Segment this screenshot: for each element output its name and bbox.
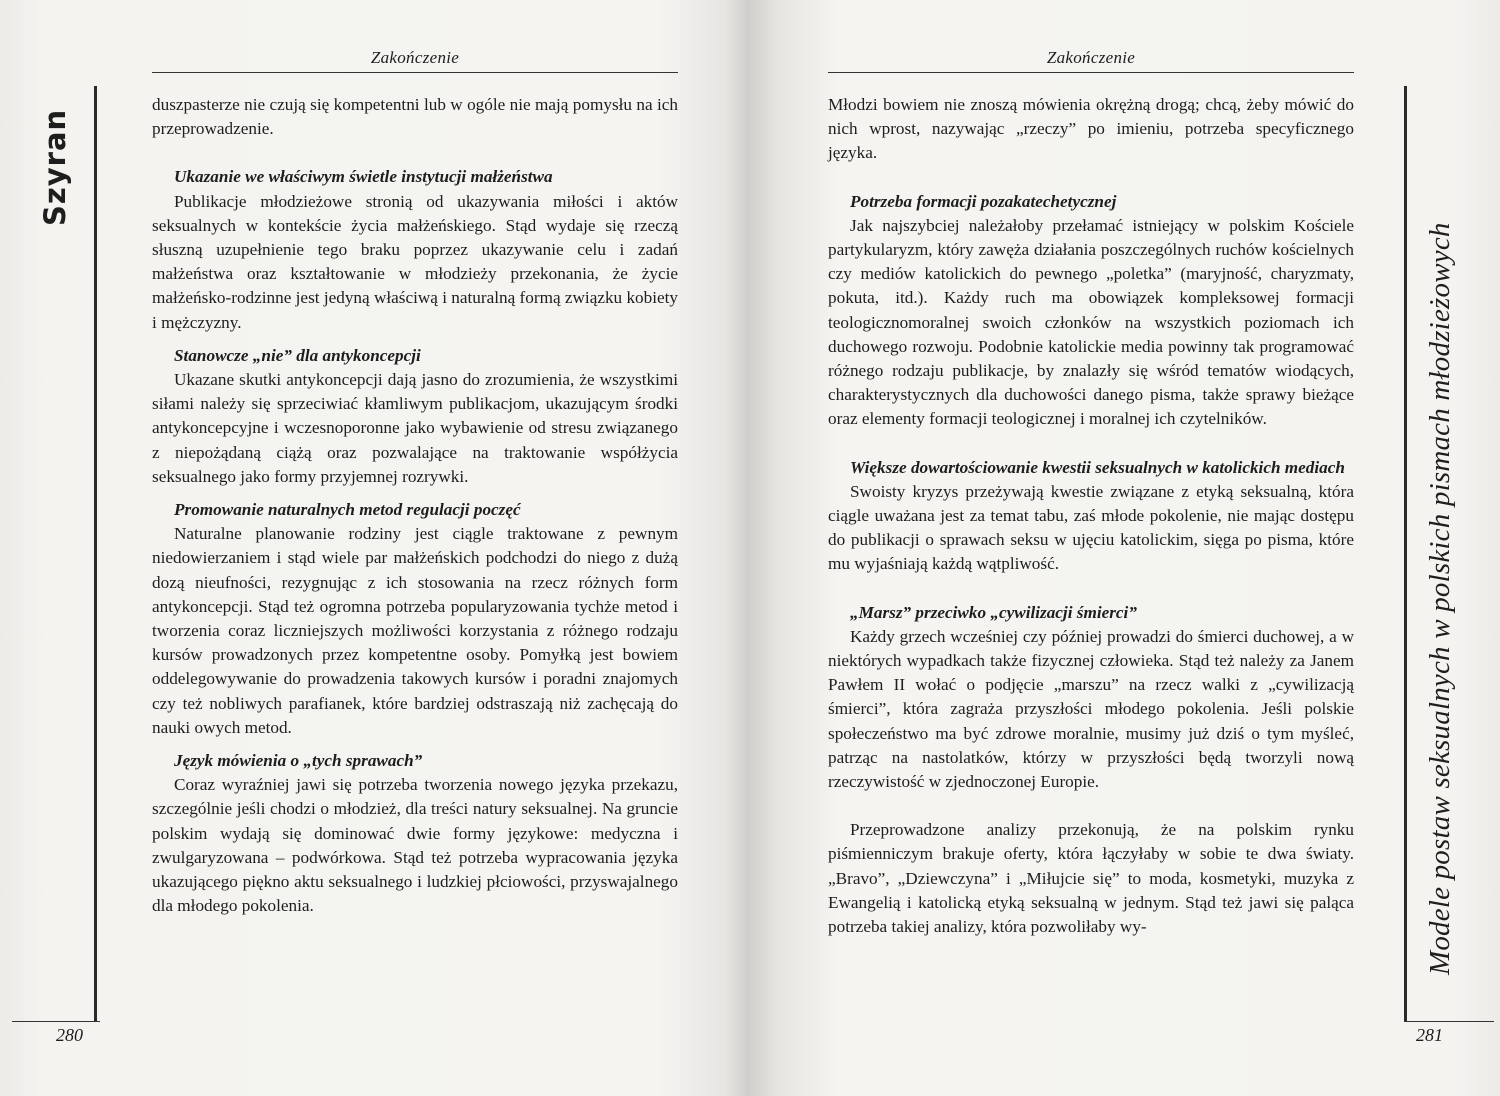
paragraph: Każdy grzech wcześniej czy później prowadzi do śmierci duchowej, a w niektórych wypadkach także fizycznej człowieka. Stąd też należy za Janem Pawłem II wołać o podjęcie „marszu” na rzecz walki z „cywilizacją śmierci”, która zagraża przyszłości młodego pokolenia. Jeśli polskie społeczeństwo ma być zdrowe moralnie, musimy już dziś o tym myśleć, patrząc na nastolatków, którzy w przyszłości będą tworzyli nową rzeczywistość w zjednoczonej Europie. bbox=[828, 626, 1354, 792]
right-text-column bbox=[828, 93, 1354, 939]
paragraph: Jak najszybciej należałoby przełamać istniejący w polskim Kościele partykularyzm, który zawęża działania poszczególnych ruchów kościelnych czy mediów katolickich do pewnego „poletka” (maryjność, charyzmaty, pokuta, itd.). Każdy ruch ma obowiązek kompleksowej formacji teologicznomoralnej swoich członków na wszystkich poziomach ich duchowego rozwoju. Podobnie katolickie media powinny tak programować różnego rodzaju publikacje, by znalazły się wśród tematów wiodących, charakterystycznych dla duchowości danego pisma, także sprawy bieżące oraz elementy formacji teologicznej i moralnej ich czytelników. bbox=[828, 215, 1354, 429]
header-rule bbox=[828, 72, 1354, 73]
section-heading: Promowanie naturalnych metod regulacji poczęć bbox=[174, 500, 521, 520]
section-heading: Większe dowartościowanie kwestii seksualnych w katolickich mediach bbox=[850, 457, 1345, 477]
header-rule bbox=[152, 72, 678, 73]
paragraph: Naturalne planowanie rodziny jest ciągle traktowane z pewnym niedowierzaniem i stąd wiele par małżeńskich podchodzi do niego z dużą dozą nieufności, rezygnując z ich stosowania na rzecz różnych form antykoncepcji. Stąd też ogromna potrzeba popularyzowania tychże metod i tworzenia coraz liczniejszych możliwości korzystania z różnego rodzaju kursów prowadzonych przez kompetentne osoby. Pomyłką jest bowiem oddelegowywanie do prowadzenia takowych kursów i poradni znajomych czy też nobliwych parafianek, które bardziej odstraszają niż zachęcają do nauki owych metod. bbox=[152, 524, 678, 737]
section-heading: Potrzeba formacji pozakatechetycznej bbox=[850, 191, 1117, 211]
left-page bbox=[0, 0, 748, 1096]
paragraph: Ukazane skutki antykoncepcji dają jasno do zrozumienia, że wszystkimi siłami należy się sprzeciwiać kłamliwym publikacjom, ukazującym środki antykoncepcyjne i wczesnoporonne jako wybawienie od stresu związanego z niepożądaną ciążą oraz pozwalające na traktowanie współżycia seksualnego jako formy przyjemnej rozrywki. bbox=[152, 370, 678, 486]
side-bar bbox=[94, 86, 97, 1021]
paragraph: Coraz wyraźniej jawi się potrzeba tworzenia nowego języka przekazu, szczególnie jeśli chodzi o młodzież, dla treści natury seksualnej. Na gruncie polskim wydają się dominować dwie formy językowe: medyczna i zwulgaryzowana – podwórkowa. Stąd też potrzeba wypracowania języka ukazującego piękno aktu seksualnego i ludzkiej płciowości, przyswajalnego dla młodego pokolenia. bbox=[152, 775, 678, 916]
side-bar bbox=[1404, 86, 1407, 1021]
footer-rule bbox=[12, 1021, 100, 1022]
page-number: 281 bbox=[1416, 1025, 1443, 1045]
section-heading: Stanowcze „nie” dla antykoncepcji bbox=[174, 345, 421, 365]
left-text-column bbox=[152, 93, 678, 919]
paragraph: Przeprowadzone analizy przekonują, że na polskim rynku piśmienniczym brakuje oferty, która łączyłaby w sobie te dwa światy. „Bravo”, „Dziewczyna” i „Miłujcie się” to moda, kosmetyki, muzyka z Ewangelią i katolicką etyką seksualną w jednym. Stąd też jawi się paląca potrzeba takiej analizy, która pozwoliłaby wy- bbox=[828, 820, 1354, 937]
book-title: Modele postaw seksualnych w polskich pismach młodzieżowych bbox=[1424, 222, 1456, 975]
right-page bbox=[748, 0, 1500, 1096]
section-heading: „Marsz” przeciwko „cywilizacji śmierci” bbox=[850, 602, 1137, 622]
paragraph: Swoisty kryzys przeżywają kwestie związane z etyką seksualną, która ciągle uważana jest za temat tabu, zaś młode pokolenie, nie mając dostępu do publikacji o sprawach seksu w ujęciu katolickim, sięga po pisma, które mu wyjaśniają każdą wątpliwość. bbox=[828, 481, 1354, 574]
running-head: Zakończenie bbox=[1046, 48, 1136, 67]
running-head: Zakończenie bbox=[370, 48, 460, 67]
author-name: Szyran bbox=[38, 108, 72, 226]
paragraph: Publikacje młodzieżowe stronią od ukazywania miłości i aktów seksualnych w kontekście życia małżeńskiego. Stąd wydaje się rzeczą słuszną uzupełnienie tego braku poprzez ukazywanie celu i zadań małżeństwa oraz kształtowanie w młodzieży przekonania, że życie małżeńsko-rodzinne jest jedyną właściwą i naturalną formą związku kobiety i mężczyzny. bbox=[152, 191, 678, 332]
paragraph: duszpasterze nie czują się kompetentni lub w ogóle nie mają pomysłu na ich przeprowadzenie. bbox=[152, 95, 678, 139]
paragraph: Młodzi bowiem nie znoszą mówienia okrężną drogą; chcą, żeby mówić do nich wprost, nazywając „rzeczy” po imieniu, potrzeba specyficznego języka. bbox=[828, 95, 1354, 163]
section-heading: Język mówienia o „tych sprawach” bbox=[174, 751, 423, 771]
page-number: 280 bbox=[56, 1025, 83, 1045]
footer-rule bbox=[1404, 1021, 1494, 1022]
section-heading: Ukazanie we właściwym świetle instytucji małżeństwa bbox=[174, 167, 553, 187]
